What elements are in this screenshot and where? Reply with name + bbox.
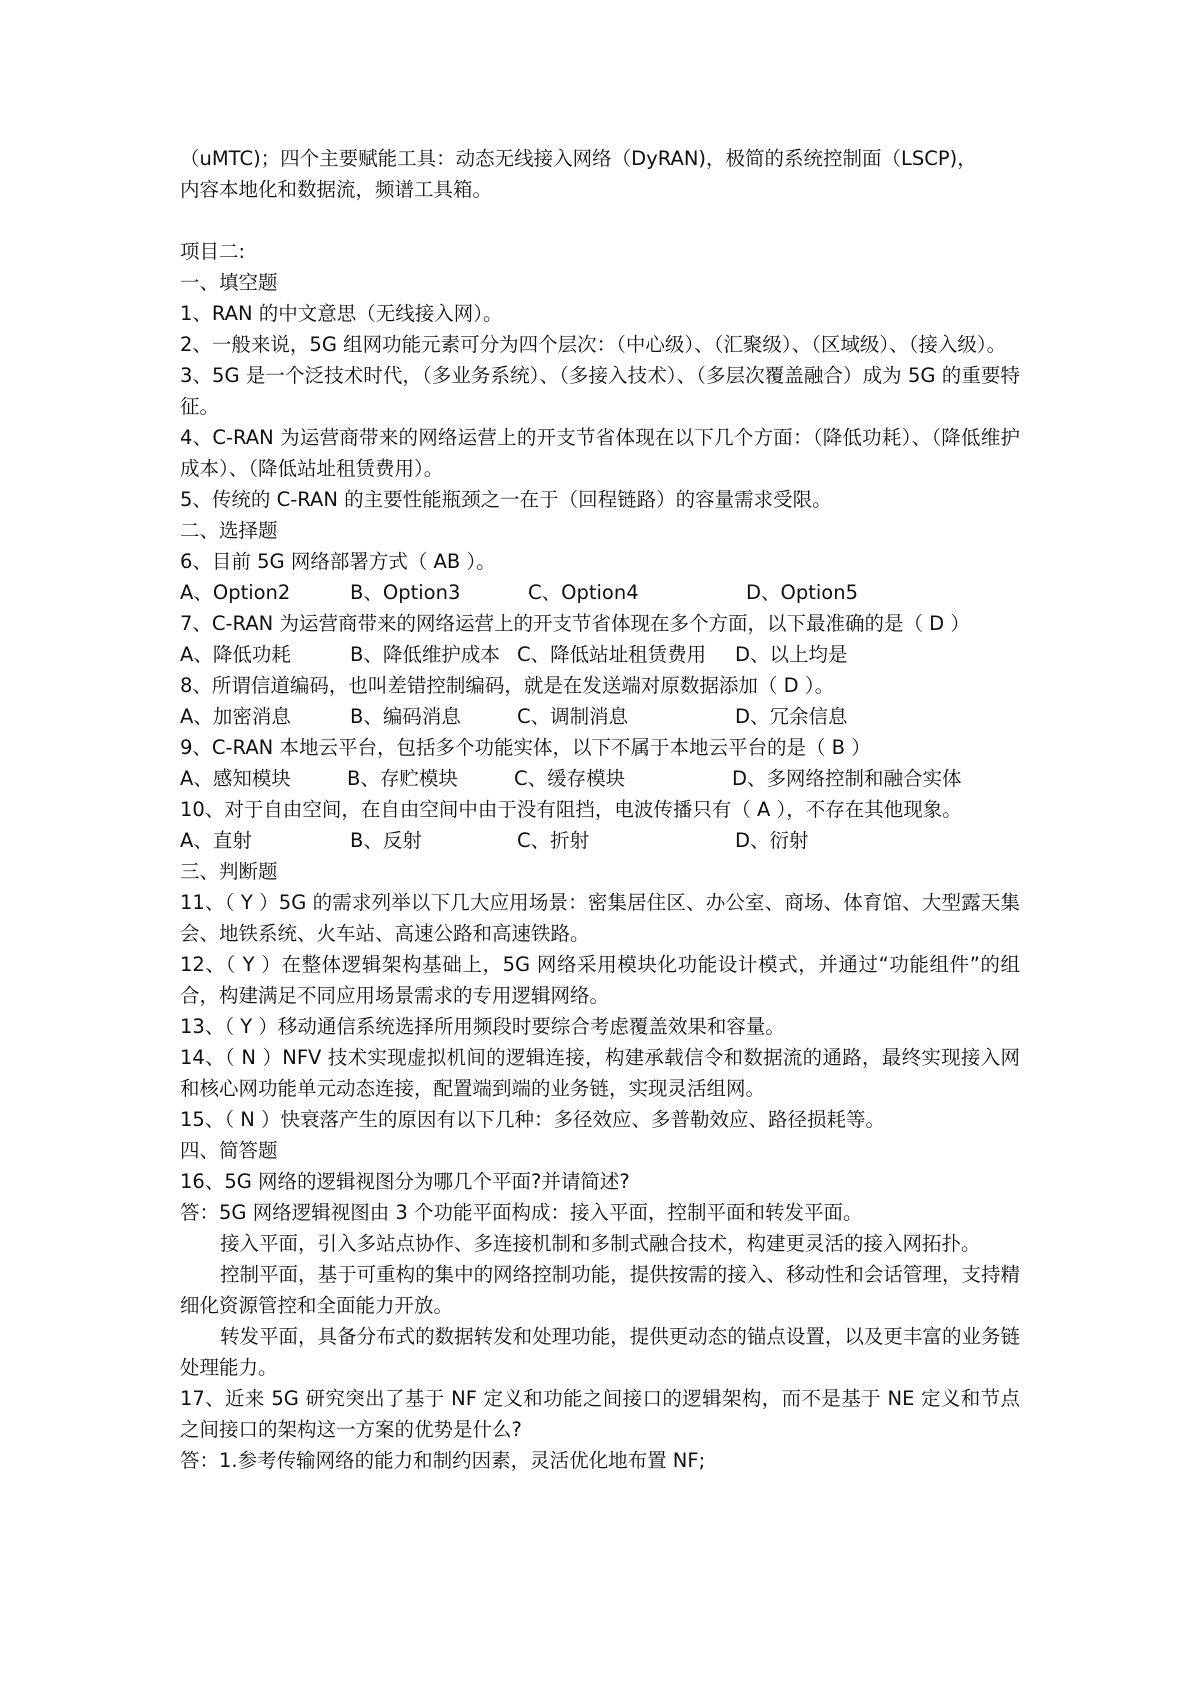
question-9: 9、C-RAN 本地云平台，包括多个功能实体，以下不属于本地云平台的是（ B ） [180, 736, 871, 759]
option-a: A、降低功耗 [180, 643, 291, 666]
question-11: 11、（ Y ）5G 的需求列举以下几大应用场景：密集居住区、办公室、商场、体育馆、大型露天集会、地铁系统、火车站、高速公路和高速铁路。 [180, 891, 1020, 945]
question-6-options [180, 577, 1020, 608]
option-a: A、加密消息 [180, 705, 291, 728]
question-7-options [180, 639, 1020, 670]
option-a: A、感知模块 [180, 767, 291, 790]
question-16: 16、5G 网络的逻辑视图分为哪几个平面?并请简述? [180, 1170, 630, 1193]
option-b: B、Option3 [350, 581, 461, 604]
question-4: 4、C-RAN 为运营商带来的网络运营上的开支节省体现在以下几个方面：（降低功耗）、（降低维护成本）、（降低站址租赁费用）。 [180, 426, 1020, 480]
option-c: C、折射 [517, 829, 590, 852]
question-2: 2、一般来说，5G 组网功能元素可分为四个层次：（中心级）、（汇聚级）、（区域级）、（接入级）。 [180, 333, 1007, 356]
question-13: 13、（ Y ）移动通信系统选择所用频段时要综合考虑覆盖效果和容量。 [180, 1015, 785, 1038]
option-a: A、直射 [180, 829, 252, 852]
answer-16-access-plane: 接入平面，引入多站点协作、多连接机制和多制式融合技术，构建更灵活的接入网拓扑。 [220, 1232, 981, 1255]
question-10: 10、对于自由空间，在自由空间中由于没有阻挡，电波传播只有（ A ），不存在其他现象。 [180, 798, 962, 821]
short-answer-heading: 四、简答题 [180, 1139, 278, 1162]
question-8-options [180, 701, 1020, 732]
question-6: 6、目前 5G 网络部署方式（ AB ）。 [180, 550, 496, 573]
question-7: 7、C-RAN 为运营商带来的网络运营上的开支节省体现在多个方面，以下最准确的是（ D ） [180, 612, 970, 635]
intro-line-2: 内容本地化和数据流，频谱工具箱。 [180, 178, 493, 201]
answer-16-control-plane: 控制平面，基于可重构的集中的网络控制功能，提供按需的接入、移动性和会话管理，支持精细化资源管控和全面能力开放。 [180, 1263, 1020, 1317]
project-title: 项目二: [180, 240, 246, 263]
option-c: C、降低站址租赁费用 [517, 643, 707, 666]
answer-16-forwarding-plane: 转发平面，具备分布式的数据转发和处理功能，提供更动态的锚点设置，以及更丰富的业务链处理能力。 [180, 1325, 1020, 1379]
option-d: D、Option5 [746, 581, 859, 604]
option-c: C、缓存模块 [514, 767, 626, 790]
question-3: 3、5G 是一个泛技术时代，（多业务系统）、（多接入技术）、（多层次覆盖融合）成为 5G 的重要特征。 [180, 364, 1020, 418]
question-17: 17、近来 5G 研究突出了基于 NF 定义和功能之间接口的逻辑架构，而不是基于 NE 定义和节点之间接口的架构这一方案的优势是什么? [180, 1387, 1020, 1441]
option-d: D、多网络控制和融合实体 [732, 767, 962, 790]
option-d: D、以上均是 [735, 643, 848, 666]
intro-line-1: （uMTC)；四个主要赋能工具：动态无线接入网络（DyRAN)，极简的系统控制面（LSCP)， [180, 147, 977, 170]
question-5: 5、传统的 C-RAN 的主要性能瓶颈之一在于（回程链路）的容量需求受限。 [180, 488, 832, 511]
option-d: D、冗余信息 [735, 705, 848, 728]
option-b: B、编码消息 [350, 705, 461, 728]
question-8: 8、所谓信道编码，也叫差错控制编码，就是在发送端对原数据添加（ D ）。 [180, 674, 835, 697]
question-9-options [180, 763, 1020, 794]
option-b: B、降低维护成本 [350, 643, 500, 666]
question-10-options [180, 825, 1020, 856]
option-a: A、Option2 [180, 581, 291, 604]
question-1: 1、RAN 的中文意思（无线接入网）。 [180, 302, 503, 325]
judge-heading: 三、判断题 [180, 860, 278, 883]
document-body [180, 143, 1020, 1476]
answer-16-intro: 答：5G 网络逻辑视图由 3 个功能平面构成：接入平面，控制平面和转发平面。 [180, 1201, 863, 1224]
option-d: D、衍射 [735, 829, 809, 852]
question-14: 14、（ N ）NFV 技术实现虚拟机间的逻辑连接，构建承载信令和数据流的通路，最终实现接入网和核心网功能单元动态连接，配置端到端的业务链，实现灵活组网。 [180, 1046, 1020, 1100]
fill-heading: 一、填空题 [180, 271, 278, 294]
option-c: C、Option4 [528, 581, 639, 604]
answer-17-point-1: 答：1.参考传输网络的能力和制约因素，灵活优化地布置 NF; [180, 1449, 706, 1472]
option-b: B、反射 [350, 829, 422, 852]
option-b: B、存贮模块 [347, 767, 458, 790]
spacer [180, 205, 1020, 236]
question-12: 12、（ Y ）在整体逻辑架构基础上，5G 网络采用模块化功能设计模式，并通过“功能组件”的组合，构建满足不同应用场景需求的专用逻辑网络。 [180, 953, 1020, 1007]
option-c: C、调制消息 [517, 705, 629, 728]
question-15: 15、（ N ）快衰落产生的原因有以下几种：多径效应、多普勒效应、路径损耗等。 [180, 1108, 886, 1131]
choice-heading: 二、选择题 [180, 519, 278, 542]
